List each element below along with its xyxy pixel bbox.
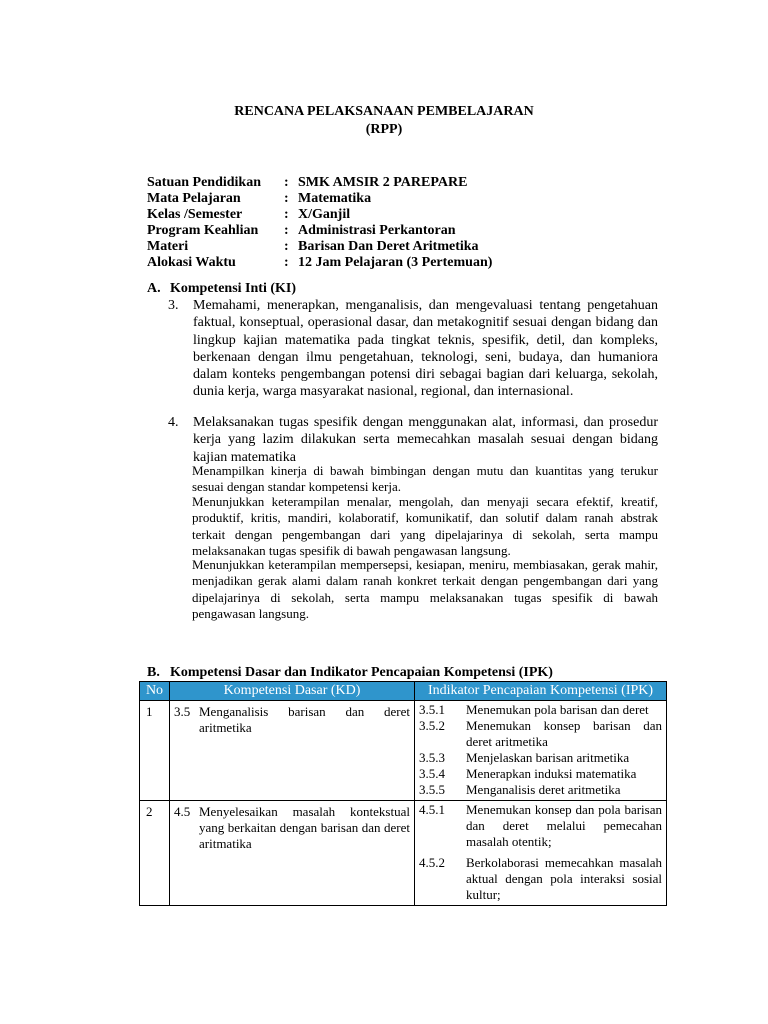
identity-label: Mata Pelajaran [147, 191, 241, 206]
ki-text: Memahami, menerapkan, menganalisis, dan mengevaluasi tentang pengetahuan faktual, konseptual, operasional dasar, dan metakognitif sesuai dengan bidang dan lingkup kajian matematika pada tingkat teknis, spesifik, detil, dan kompleks, berkenaan dengan ilmu pengetahuan, teknologi, seni, budaya, dan humaniora dalam konteks pengembangan potensi diri sebagai bagian dari keluarga, sekolah, dunia kerja, warga masyarakat nasional, regional, dan internasional. [193, 298, 658, 400]
identity-label: Satuan Pendidikan [147, 175, 261, 190]
kd-cell [170, 801, 415, 906]
section-title: Kompetensi Inti (KI) [170, 281, 296, 296]
ki-item [168, 297, 658, 401]
identity-value: X/Ganjil [298, 207, 351, 222]
ipk-cell [415, 701, 667, 801]
identity-value: 12 Jam Pelajaran (3 Pertemuan) [298, 255, 493, 270]
identity-row [147, 207, 492, 223]
identity-colon: : [284, 207, 289, 222]
indicator-code: 4.5.1 [419, 802, 445, 817]
section-title: Kompetensi Dasar dan Indikator Pencapaian Kompetensi (IPK) [170, 665, 553, 680]
identity-row [147, 191, 492, 207]
section-a-heading [147, 281, 296, 297]
section-letter: A. [147, 281, 161, 296]
row-number: 2 [140, 801, 170, 906]
ki-number: 3. [168, 298, 179, 313]
identity-row [147, 175, 492, 191]
identity-colon: : [284, 223, 289, 238]
identity-row [147, 239, 492, 255]
identity-value: SMK AMSIR 2 PAREPARE [298, 175, 468, 190]
identity-value: Matematika [298, 191, 372, 206]
indicator-text: Menemukan konsep barisan dan deret aritmetika [466, 718, 662, 749]
identity-label: Kelas /Semester [147, 207, 243, 222]
indicator-text: Menemukan konsep dan pola barisan dan deret melalui pemecahan masalah otentik; [466, 802, 662, 849]
indicator-code: 3.5.5 [419, 782, 445, 797]
identity-label: Alokasi Waktu [147, 255, 236, 270]
indicator-item [419, 802, 662, 850]
ki-skill-paragraph: Menunjukkan keterampilan menalar, mengolah, dan menyaji secara efektif, kreatif, produktif, kritis, mandiri, kolaboratif, komunikatif, dan solutif dalam ranah abstrak terkait dengan pengembangan dari yang dipelajarinya di sekolah, serta mampu melaksanakan tugas spesifik di bawah pengawasan langsung. [192, 494, 658, 558]
indicator-code: 3.5.1 [419, 702, 445, 717]
ki-text: Melaksanakan tugas spesifik dengan menggunakan alat, informasi, dan prosedur kerja yang lazim dilakukan serta memecahkan masalah sesuai dengan bidang kajian matematika [193, 415, 658, 465]
ki-skill-paragraph: Menampilkan kinerja di bawah bimbingan dengan mutu dan kuantitas yang terukur sesuai dengan standar kompetensi kerja. [192, 463, 658, 495]
indicator-code: 3.5.2 [419, 718, 445, 733]
header-ipk: Indikator Pencapaian Kompetensi (IPK) [415, 682, 667, 701]
indicator-item [419, 702, 662, 718]
kd-text: Menyelesaikan masalah kontekstual yang berkaitan dengan barisan dan deret aritmatika [199, 804, 410, 851]
table-row [140, 701, 667, 801]
indicator-text: Berkolaborasi memecahkan masalah aktual dengan pola interaksi sosial kultur; [466, 855, 662, 902]
identity-colon: : [284, 175, 289, 190]
identity-row [147, 255, 492, 271]
indicator-text: Menemukan pola barisan dan deret [466, 702, 649, 717]
indicator-code: 3.5.4 [419, 766, 445, 781]
indicator-item [419, 718, 662, 750]
identity-row [147, 223, 492, 239]
indicator-item [419, 782, 662, 798]
ki-skill-paragraph: Menunjukkan keterampilan mempersepsi, kesiapan, meniru, membiasakan, gerak mahir, menjadikan gerak alami dalam ranah konkret terkait dengan pengembangan dari yang dipelajarinya di sekolah, serta mampu melaksanakan tugas spesifik di bawah pengawasan langsung. [192, 557, 658, 621]
identity-value: Barisan Dan Deret Aritmetika [298, 239, 479, 254]
indicator-item [419, 855, 662, 903]
kd-code: 4.5 [174, 804, 191, 819]
indicator-code: 3.5.3 [419, 750, 445, 765]
indicator-text: Menganalisis deret aritmetika [466, 782, 621, 797]
identity-colon: : [284, 191, 289, 206]
kd-text: Menganalisis barisan dan deret aritmetika [199, 704, 410, 735]
identity-block [147, 175, 492, 271]
document-subtitle: (RPP) [365, 122, 403, 137]
ipk-cell [415, 801, 667, 906]
ki-number: 4. [168, 415, 179, 430]
indicator-item [419, 766, 662, 782]
table-header-row [140, 682, 667, 701]
identity-label: Program Keahlian [147, 223, 259, 238]
section-b-heading [147, 665, 553, 681]
kd-cell [170, 701, 415, 801]
identity-label: Materi [147, 239, 189, 254]
indicator-text: Menerapkan induksi matematika [466, 766, 637, 781]
section-letter: B. [147, 665, 160, 680]
indicator-text: Menjelaskan barisan aritmetika [466, 750, 630, 765]
kd-code: 3.5 [174, 704, 191, 719]
document-title: RENCANA PELAKSANAAN PEMBELAJARAN [234, 104, 534, 119]
header-kd: Kompetensi Dasar (KD) [170, 682, 415, 701]
kd-ipk-table [139, 681, 667, 906]
table-row [140, 801, 667, 906]
identity-value: Administrasi Perkantoran [298, 223, 456, 238]
row-number: 1 [140, 701, 170, 801]
indicator-item [419, 750, 662, 766]
ki-item [168, 414, 658, 466]
header-no: No [140, 682, 170, 701]
identity-colon: : [284, 239, 289, 254]
identity-colon: : [284, 255, 289, 270]
indicator-code: 4.5.2 [419, 855, 445, 870]
